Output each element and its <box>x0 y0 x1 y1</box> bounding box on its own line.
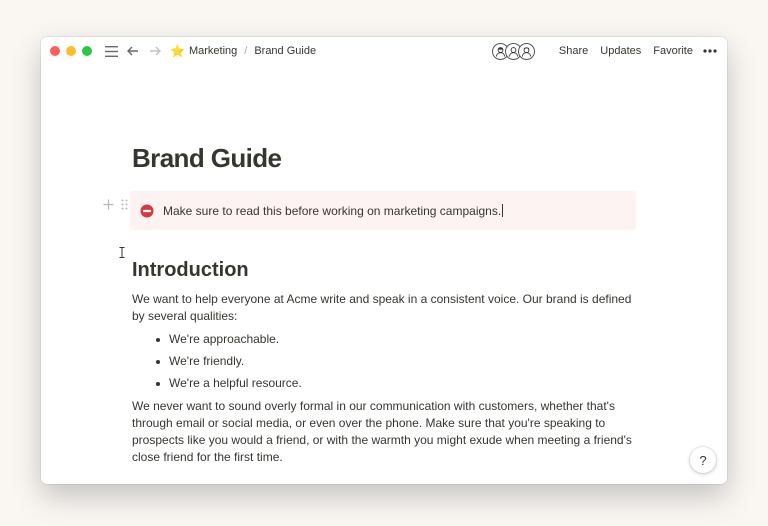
star-icon: ⭐ <box>170 44 185 58</box>
minimize-window-button[interactable] <box>66 46 76 56</box>
updates-button[interactable]: Updates <box>600 45 642 57</box>
list-item[interactable] <box>132 331 302 353</box>
breadcrumb-parent[interactable]: Marketing <box>188 45 238 57</box>
list-item-text: We're approachable. <box>169 332 280 346</box>
bullet-icon <box>156 338 160 342</box>
bullet-icon <box>156 360 160 364</box>
close-window-button[interactable] <box>50 46 60 56</box>
callout-text[interactable] <box>163 204 503 218</box>
list-item[interactable] <box>132 375 302 397</box>
breadcrumb-separator: / <box>244 45 248 57</box>
back-arrow-icon[interactable] <box>124 42 142 60</box>
text-cursor <box>502 204 503 217</box>
title-bar <box>41 37 727 65</box>
callout-block[interactable] <box>130 191 636 230</box>
callout-text-content: Make sure to read this before working on marketing campaigns. <box>163 203 502 218</box>
forward-arrow-icon[interactable] <box>146 42 164 60</box>
list-item[interactable] <box>132 353 302 375</box>
breadcrumb <box>170 44 316 58</box>
bullet-icon <box>156 382 160 386</box>
list-item-text: We're a helpful resource. <box>169 376 302 390</box>
favorite-button[interactable]: Favorite <box>653 45 693 57</box>
collaborator-avatars[interactable] <box>492 43 535 60</box>
share-button[interactable]: Share <box>558 45 589 57</box>
paragraph[interactable]: We want to help everyone at Acme write and speak in a consistent voice. Our brand is defined by several qualities: <box>132 292 632 323</box>
more-horizontal-icon[interactable] <box>703 49 717 53</box>
paragraph[interactable]: We never want to sound overly formal in our communication with customers, whether that's through email or social media, or even over the phone. Make sure that you're speaking to prospects like you would a friend, or with the warmth you might exude when meeting a friend's close friend for the first time. <box>132 399 632 464</box>
avatar <box>518 43 535 60</box>
no-entry-icon[interactable] <box>140 204 154 218</box>
sidebar-menu-icon[interactable] <box>102 42 120 60</box>
maximize-window-button[interactable] <box>82 46 92 56</box>
breadcrumb-current[interactable]: Brand Guide <box>254 45 317 57</box>
help-button[interactable]: ? <box>690 447 716 473</box>
add-block-icon[interactable] <box>102 198 114 210</box>
ibeam-cursor-icon <box>119 245 125 263</box>
bulleted-list <box>132 331 302 397</box>
section-heading[interactable]: Introduction <box>132 259 249 281</box>
window-controls <box>50 46 98 56</box>
page-title[interactable]: Brand Guide <box>132 143 282 173</box>
drag-handle-icon[interactable] <box>118 198 130 210</box>
list-item-text: We're friendly. <box>169 354 245 368</box>
topbar-actions <box>492 37 717 65</box>
app-window <box>41 37 727 484</box>
